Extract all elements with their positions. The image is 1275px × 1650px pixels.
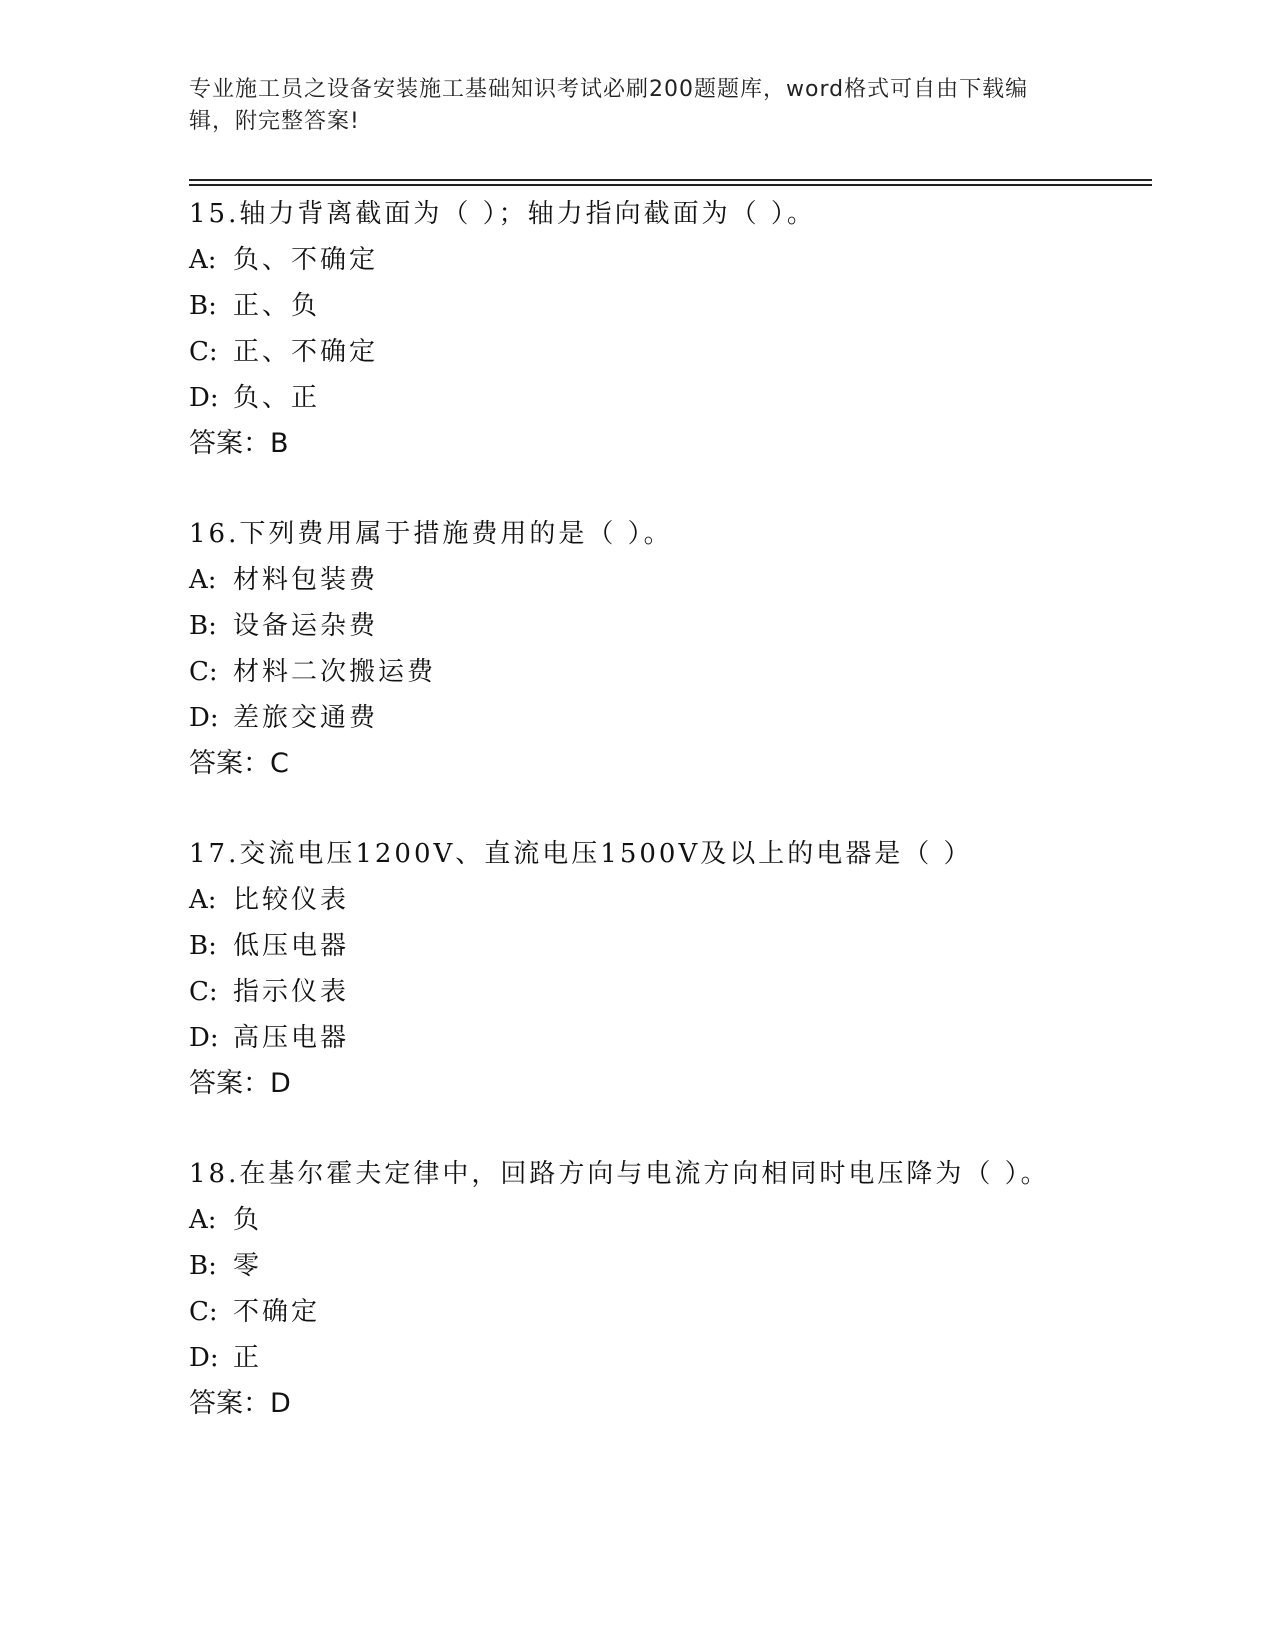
option-text: 低压电器 [233,931,350,961]
option-a [189,557,1149,603]
question-15 [189,191,1149,467]
option-key: B: [189,291,217,321]
answer: 答案：B [189,428,289,459]
option-key: A: [189,1205,217,1235]
option-b [189,603,1149,649]
option-key: B: [189,611,217,641]
option-key: D: [189,1343,219,1373]
option-key: D: [189,703,219,733]
option-text: 材料二次搬运费 [233,657,437,687]
question-stem: 15.轴力背离截面为（ ）；轴力指向截面为（ ）。 [189,199,816,229]
option-key: B: [189,931,217,961]
option-key: C: [189,1297,218,1327]
option-c [189,969,1149,1015]
option-key: D: [189,1023,219,1053]
option-a [189,1197,1149,1243]
option-key: A: [189,245,217,275]
option-text: 正、负 [233,291,321,321]
option-text: 零 [233,1251,263,1281]
option-text: 材料包装费 [233,565,379,595]
option-d [189,1335,1149,1381]
answer: 答案：D [189,1068,291,1099]
option-d [189,1015,1149,1061]
question-16 [189,511,1149,787]
option-d [189,695,1149,741]
option-a [189,877,1149,923]
question-stem: 17.交流电压1200V、直流电压1500V及以上的电器是（ ） [189,839,973,869]
answer: 答案：D [189,1388,291,1419]
option-text: 负 [233,1205,263,1235]
document-title: 专业施工员之设备安装施工基础知识考试必刷200题题库，word格式可自由下载编辑，附完整答案! [189,77,1029,134]
option-a [189,237,1149,283]
option-text: 指示仪表 [233,977,350,1007]
option-text: 负、正 [233,383,321,413]
answer: 答案：C [189,748,289,779]
option-c [189,649,1149,695]
question-stem: 18.在基尔霍夫定律中，回路方向与电流方向相同时电压降为（ ）。 [189,1159,1050,1189]
option-key: D: [189,383,219,413]
option-text: 差旅交通费 [233,703,379,733]
header-divider-bottom [189,184,1152,186]
option-key: C: [189,337,218,367]
option-key: A: [189,885,217,915]
option-text: 不确定 [233,1297,321,1327]
option-b [189,283,1149,329]
question-18 [189,1151,1149,1427]
option-key: C: [189,977,218,1007]
option-c [189,1289,1149,1335]
option-text: 高压电器 [233,1023,350,1053]
option-b [189,1243,1149,1289]
option-c [189,329,1149,375]
option-d [189,375,1149,421]
option-key: A: [189,565,217,595]
option-text: 设备运杂费 [233,611,379,641]
option-key: C: [189,657,218,687]
option-text: 正、不确定 [233,337,379,367]
option-text: 负、不确定 [233,245,379,275]
option-key: B: [189,1251,217,1281]
option-b [189,923,1149,969]
option-text: 比较仪表 [233,885,350,915]
header-divider-top [189,179,1152,181]
option-text: 正 [233,1343,263,1373]
question-stem: 16.下列费用属于措施费用的是（ ）。 [189,519,673,549]
question-17 [189,831,1149,1107]
